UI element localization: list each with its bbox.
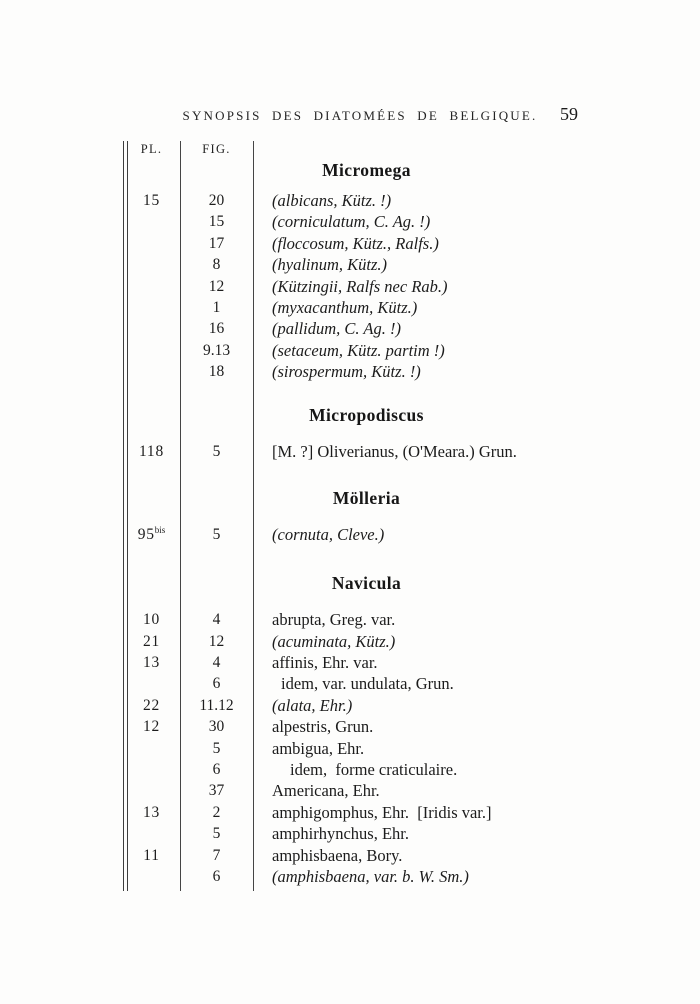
plate-number-cell	[123, 673, 180, 694]
species-name-cell: (albicans, Kütz. !)	[272, 191, 392, 210]
figure-number-cell: 6	[212, 675, 221, 693]
species-name-cell: (floccosum, Kütz., Ralfs.)	[272, 233, 439, 253]
plate-number-cell: $95^{bis}$	[137, 524, 166, 543]
figure-number-cell: 4	[212, 611, 221, 629]
plate-number-cell	[123, 361, 180, 382]
plate-number-cell	[123, 866, 180, 887]
table-row	[123, 609, 610, 630]
fig-name-divider-rule	[253, 141, 254, 891]
plate-number-cell	[123, 211, 180, 232]
figure-number-cell: 11.12	[199, 696, 234, 714]
table-row	[123, 866, 610, 887]
plate-number-cell	[123, 738, 180, 759]
pl-fig-divider-rule	[180, 141, 181, 891]
genus-heading: Navicula	[331, 573, 402, 594]
genus-heading: Micromega	[322, 160, 411, 180]
figure-number-cell: 7	[212, 846, 221, 864]
species-name-cell: (sirospermum, Kütz. !)	[272, 362, 421, 382]
table-row	[123, 318, 610, 339]
table-row	[123, 845, 610, 866]
plate-number-cell	[123, 340, 180, 361]
table-row	[123, 716, 610, 737]
figure-number-cell: 12	[208, 632, 225, 650]
plate-number-cell	[123, 318, 180, 339]
table-row	[123, 190, 610, 211]
figure-number-cell: 30	[208, 718, 225, 736]
figure-number-cell: 15	[208, 213, 225, 231]
table-row	[123, 631, 610, 652]
table-row	[123, 652, 610, 673]
species-name-cell: (Kützingii, Ralfs nec Rab.)	[272, 276, 448, 296]
plate-number-cell: 10	[142, 611, 161, 629]
figure-number-cell: 17	[208, 234, 225, 252]
page-number: 59	[560, 104, 578, 124]
species-table	[123, 140, 610, 900]
plate-number-cell: 21	[142, 632, 161, 650]
plate-number-cell: 22	[142, 696, 161, 714]
species-name-cell: [M. ?] Oliverianus, (O'Meara.) Grun.	[272, 441, 517, 461]
figure-number-cell: 18	[208, 363, 225, 381]
species-name-cell: amphigomphus, Ehr. [Iridis var.]	[272, 802, 492, 822]
table-row	[123, 297, 610, 318]
genus-section	[123, 158, 610, 383]
table-row	[123, 673, 610, 694]
figure-number-cell: 12	[208, 277, 225, 295]
table-row	[123, 233, 610, 254]
section-rows	[123, 524, 610, 545]
species-name-cell: alpestris, Grun.	[272, 717, 374, 737]
genus-heading: Micropodiscus	[309, 404, 424, 425]
table-row	[123, 254, 610, 275]
figure-number-cell: 4	[212, 654, 221, 672]
species-name-cell: ambigua, Ehr.	[272, 738, 365, 758]
section-rows	[123, 190, 610, 383]
species-name-cell: affinis, Ehr. var.	[272, 653, 378, 673]
species-name-cell: (acuminata, Kütz.)	[272, 631, 396, 651]
plate-number-cell: 13	[142, 803, 161, 821]
species-name-cell: idem, var. undulata, Grun.	[281, 674, 454, 694]
table-row	[123, 695, 610, 716]
species-name-cell: (pallidum, C. Ag. !)	[272, 319, 401, 339]
plate-number-cell	[123, 297, 180, 318]
plate-number-cell	[123, 823, 180, 844]
genus-section	[123, 571, 610, 887]
column-header-fig: FIG.	[202, 142, 231, 156]
plate-number-cell	[123, 233, 180, 254]
plate-number-cell: 118	[138, 442, 165, 460]
species-name-cell: (amphisbaena, var. b. W. Sm.)	[272, 866, 469, 886]
species-name-cell: (setaceum, Kütz. partim !)	[272, 340, 445, 360]
species-name-cell: (hyalinum, Kütz.)	[272, 255, 388, 275]
table-row	[123, 759, 610, 780]
figure-number-cell: 9.13	[202, 341, 231, 359]
figure-number-cell: 37	[208, 782, 225, 800]
figure-number-cell: 5	[212, 825, 221, 843]
table-row	[123, 441, 610, 462]
table-row	[123, 524, 610, 545]
species-name-cell: idem, forme craticulaire.	[290, 760, 458, 780]
figure-number-cell: 8	[212, 256, 221, 274]
figure-number-cell: 6	[212, 761, 221, 779]
plate-number-cell	[123, 780, 180, 801]
table-row	[123, 211, 610, 232]
figure-number-cell: 5	[212, 739, 221, 757]
table-row	[123, 276, 610, 297]
figure-number-cell: 5	[212, 442, 221, 460]
genus-section	[123, 486, 610, 545]
plate-number-superscript: bis	[154, 524, 166, 535]
figure-number-cell: 1	[212, 298, 221, 316]
table-row	[123, 823, 610, 844]
plate-number-cell: 15	[142, 192, 161, 209]
genus-section	[123, 403, 610, 462]
running-header: SYNOPSIS DES DIATOMÉES DE BELGIQUE.	[182, 108, 538, 123]
sections	[123, 158, 610, 887]
figure-number-cell: 5	[212, 525, 221, 543]
species-name-cell: abrupta, Greg. var.	[272, 610, 396, 630]
genus-heading: Mölleria	[332, 487, 401, 508]
species-name-cell: amphisbaena, Bory.	[272, 845, 403, 865]
plate-number-cell	[123, 759, 180, 780]
species-name-cell: (myxacanthum, Kütz.)	[272, 297, 418, 317]
plate-number-cell	[123, 276, 180, 297]
figure-number-cell: 20	[208, 192, 225, 209]
table-row	[123, 802, 610, 823]
table-row	[123, 780, 610, 801]
plate-number-cell: 12	[142, 718, 161, 736]
section-rows	[123, 441, 610, 462]
species-name-cell: amphirhynchus, Ehr.	[272, 824, 410, 844]
species-name-cell: (cornuta, Cleve.)	[272, 524, 385, 544]
figure-number-cell: 6	[212, 867, 221, 885]
species-name-cell: Americana, Ehr.	[272, 781, 380, 801]
section-rows	[123, 609, 610, 887]
table-left-double-rule	[123, 141, 128, 891]
table-row	[123, 340, 610, 361]
column-header-pl: PL.	[140, 142, 163, 156]
figure-number-cell: 16	[208, 320, 225, 338]
plate-number-cell	[123, 254, 180, 275]
table-row	[123, 361, 610, 382]
table-row	[123, 738, 610, 759]
plate-number-cell: 11	[143, 846, 160, 864]
figure-number-cell: 2	[212, 803, 221, 821]
species-name-cell: (alata, Ehr.)	[272, 695, 353, 715]
column-headers	[123, 140, 610, 158]
species-name-cell: (corniculatum, C. Ag. !)	[272, 212, 431, 232]
plate-number-cell: 13	[142, 654, 161, 672]
